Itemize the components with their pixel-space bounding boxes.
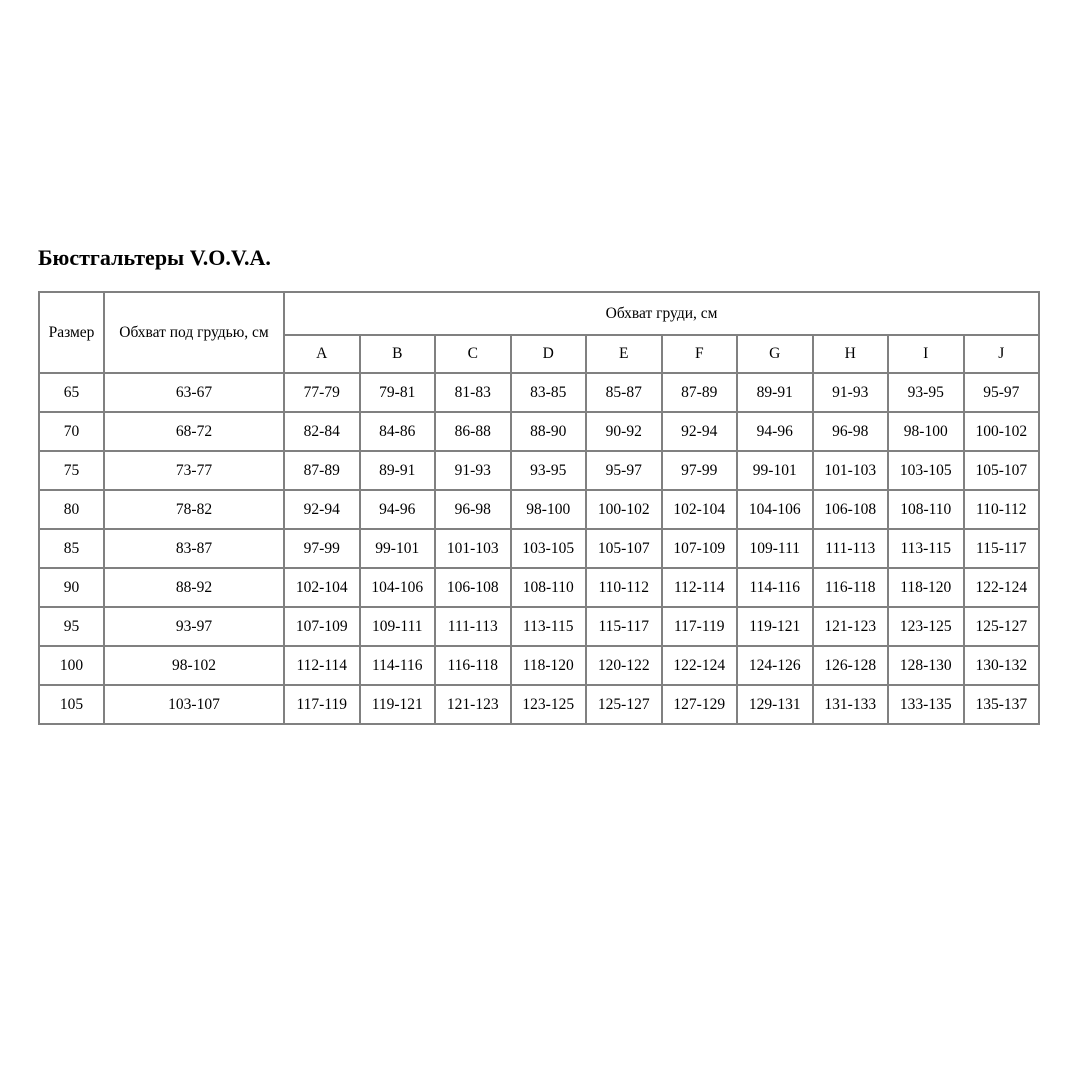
- cell-cup-H: 131-133: [813, 685, 889, 724]
- cell-cup-F: 127-129: [662, 685, 738, 724]
- cell-underbust: 73-77: [104, 451, 284, 490]
- column-header-bust-group: Обхват груди, см: [284, 292, 1039, 335]
- column-header-cup-E: E: [586, 335, 662, 373]
- cell-cup-A: 87-89: [284, 451, 360, 490]
- cell-cup-A: 92-94: [284, 490, 360, 529]
- cell-cup-J: 115-117: [964, 529, 1040, 568]
- cell-underbust: 78-82: [104, 490, 284, 529]
- cell-cup-B: 89-91: [360, 451, 436, 490]
- column-header-cup-H: H: [813, 335, 889, 373]
- cell-cup-E: 120-122: [586, 646, 662, 685]
- column-header-cup-A: A: [284, 335, 360, 373]
- cell-size: 70: [39, 412, 104, 451]
- cell-cup-B: 109-111: [360, 607, 436, 646]
- cell-cup-G: 109-111: [737, 529, 813, 568]
- size-chart-table: [38, 291, 1040, 725]
- column-header-underbust: Обхват под грудью, см: [104, 292, 284, 373]
- cell-cup-D: 123-125: [511, 685, 587, 724]
- table-row: [39, 490, 1039, 529]
- cell-cup-E: 90-92: [586, 412, 662, 451]
- cell-cup-J: 122-124: [964, 568, 1040, 607]
- cell-size: 100: [39, 646, 104, 685]
- cell-cup-A: 107-109: [284, 607, 360, 646]
- cell-cup-J: 130-132: [964, 646, 1040, 685]
- cell-cup-A: 77-79: [284, 373, 360, 412]
- cell-cup-E: 125-127: [586, 685, 662, 724]
- table-row: [39, 373, 1039, 412]
- cell-cup-G: 124-126: [737, 646, 813, 685]
- cell-cup-G: 94-96: [737, 412, 813, 451]
- cell-cup-I: 93-95: [888, 373, 964, 412]
- cell-underbust: 103-107: [104, 685, 284, 724]
- column-header-cup-J: J: [964, 335, 1040, 373]
- cell-cup-J: 100-102: [964, 412, 1040, 451]
- cell-cup-I: 108-110: [888, 490, 964, 529]
- cell-cup-E: 95-97: [586, 451, 662, 490]
- cell-underbust: 68-72: [104, 412, 284, 451]
- cell-cup-B: 79-81: [360, 373, 436, 412]
- cell-cup-F: 92-94: [662, 412, 738, 451]
- cell-cup-C: 81-83: [435, 373, 511, 412]
- cell-cup-B: 114-116: [360, 646, 436, 685]
- cell-cup-G: 104-106: [737, 490, 813, 529]
- cell-cup-E: 110-112: [586, 568, 662, 607]
- cell-cup-G: 129-131: [737, 685, 813, 724]
- cell-cup-B: 104-106: [360, 568, 436, 607]
- cell-cup-C: 91-93: [435, 451, 511, 490]
- cell-size: 105: [39, 685, 104, 724]
- cell-cup-F: 117-119: [662, 607, 738, 646]
- cell-cup-I: 103-105: [888, 451, 964, 490]
- cell-cup-I: 128-130: [888, 646, 964, 685]
- table-row: [39, 529, 1039, 568]
- cell-underbust: 88-92: [104, 568, 284, 607]
- table-row: [39, 412, 1039, 451]
- cell-size: 75: [39, 451, 104, 490]
- cell-cup-H: 106-108: [813, 490, 889, 529]
- cell-size: 85: [39, 529, 104, 568]
- cell-cup-J: 95-97: [964, 373, 1040, 412]
- cell-cup-E: 115-117: [586, 607, 662, 646]
- cell-cup-B: 84-86: [360, 412, 436, 451]
- cell-cup-J: 110-112: [964, 490, 1040, 529]
- cell-cup-A: 112-114: [284, 646, 360, 685]
- header-row-group: [39, 292, 1039, 335]
- cell-cup-A: 97-99: [284, 529, 360, 568]
- cell-cup-H: 96-98: [813, 412, 889, 451]
- cell-cup-J: 125-127: [964, 607, 1040, 646]
- column-header-size: Размер: [39, 292, 104, 373]
- cell-cup-F: 87-89: [662, 373, 738, 412]
- table-body: [39, 373, 1039, 724]
- cell-cup-D: 83-85: [511, 373, 587, 412]
- cell-cup-H: 116-118: [813, 568, 889, 607]
- cell-cup-D: 113-115: [511, 607, 587, 646]
- table-row: [39, 451, 1039, 490]
- cell-cup-C: 101-103: [435, 529, 511, 568]
- cell-size: 65: [39, 373, 104, 412]
- cell-cup-G: 99-101: [737, 451, 813, 490]
- cell-cup-I: 133-135: [888, 685, 964, 724]
- page-title: Бюстгальтеры V.O.V.A.: [38, 245, 271, 270]
- cell-cup-E: 85-87: [586, 373, 662, 412]
- table-row: [39, 607, 1039, 646]
- cell-underbust: 93-97: [104, 607, 284, 646]
- cell-cup-J: 135-137: [964, 685, 1040, 724]
- cell-underbust: 63-67: [104, 373, 284, 412]
- cell-cup-C: 116-118: [435, 646, 511, 685]
- cell-cup-F: 107-109: [662, 529, 738, 568]
- cell-cup-H: 126-128: [813, 646, 889, 685]
- column-header-cup-G: G: [737, 335, 813, 373]
- cell-cup-G: 119-121: [737, 607, 813, 646]
- cell-cup-B: 119-121: [360, 685, 436, 724]
- cell-cup-I: 118-120: [888, 568, 964, 607]
- cell-cup-F: 122-124: [662, 646, 738, 685]
- column-header-cup-C: C: [435, 335, 511, 373]
- cell-cup-D: 93-95: [511, 451, 587, 490]
- cell-cup-C: 111-113: [435, 607, 511, 646]
- cell-cup-C: 96-98: [435, 490, 511, 529]
- cell-cup-C: 86-88: [435, 412, 511, 451]
- cell-underbust: 83-87: [104, 529, 284, 568]
- table-row: [39, 646, 1039, 685]
- cell-cup-A: 82-84: [284, 412, 360, 451]
- cell-cup-H: 111-113: [813, 529, 889, 568]
- cell-cup-C: 106-108: [435, 568, 511, 607]
- cell-cup-F: 102-104: [662, 490, 738, 529]
- cell-cup-A: 102-104: [284, 568, 360, 607]
- cell-cup-D: 88-90: [511, 412, 587, 451]
- cell-cup-E: 100-102: [586, 490, 662, 529]
- cell-cup-B: 94-96: [360, 490, 436, 529]
- column-header-cup-I: I: [888, 335, 964, 373]
- cell-cup-E: 105-107: [586, 529, 662, 568]
- cell-cup-I: 113-115: [888, 529, 964, 568]
- cell-cup-I: 98-100: [888, 412, 964, 451]
- cell-cup-F: 97-99: [662, 451, 738, 490]
- cell-cup-D: 98-100: [511, 490, 587, 529]
- table-header: [39, 292, 1039, 373]
- column-header-cup-B: B: [360, 335, 436, 373]
- cell-size: 80: [39, 490, 104, 529]
- cell-cup-C: 121-123: [435, 685, 511, 724]
- cell-size: 95: [39, 607, 104, 646]
- cell-cup-G: 114-116: [737, 568, 813, 607]
- column-header-cup-F: F: [662, 335, 738, 373]
- cell-cup-J: 105-107: [964, 451, 1040, 490]
- column-header-cup-D: D: [511, 335, 587, 373]
- cell-cup-H: 121-123: [813, 607, 889, 646]
- cell-cup-F: 112-114: [662, 568, 738, 607]
- cell-size: 90: [39, 568, 104, 607]
- cell-cup-A: 117-119: [284, 685, 360, 724]
- table-row: [39, 568, 1039, 607]
- cell-cup-H: 91-93: [813, 373, 889, 412]
- cell-cup-D: 103-105: [511, 529, 587, 568]
- cell-underbust: 98-102: [104, 646, 284, 685]
- table-row: [39, 685, 1039, 724]
- cell-cup-I: 123-125: [888, 607, 964, 646]
- cell-cup-D: 118-120: [511, 646, 587, 685]
- cell-cup-G: 89-91: [737, 373, 813, 412]
- cell-cup-D: 108-110: [511, 568, 587, 607]
- cell-cup-H: 101-103: [813, 451, 889, 490]
- cell-cup-B: 99-101: [360, 529, 436, 568]
